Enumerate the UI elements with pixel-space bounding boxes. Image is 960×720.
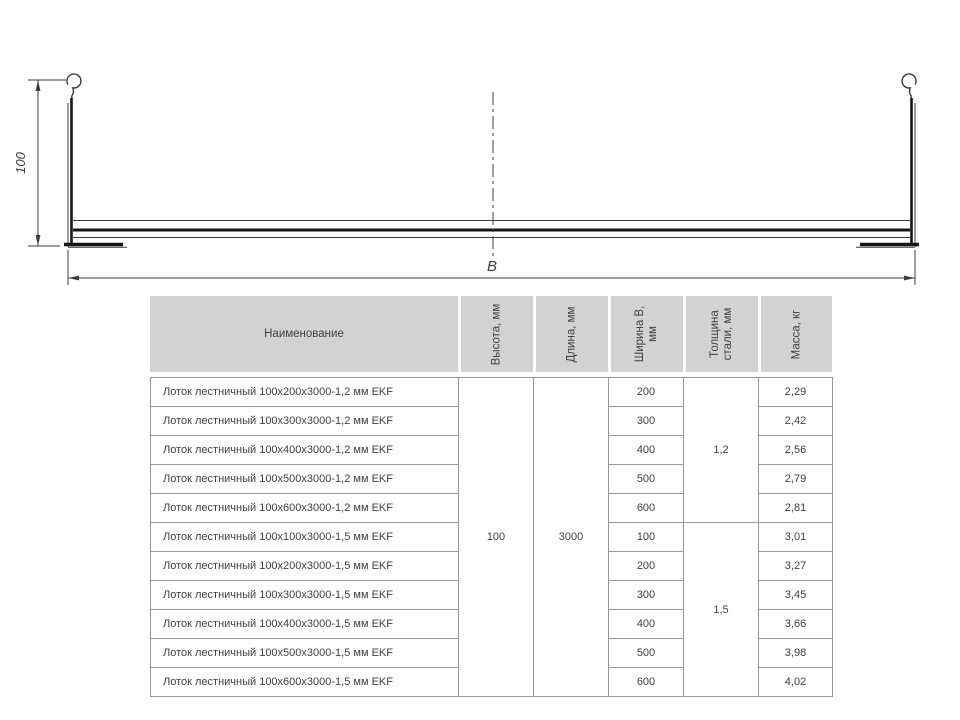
table-header xyxy=(150,296,832,372)
cell-mass: 2,81 xyxy=(759,494,833,523)
col-header-width: Ширина В, мм xyxy=(608,296,683,372)
table-row xyxy=(151,378,833,407)
cell-width: 400 xyxy=(609,436,684,465)
col-header-height: Высота, мм xyxy=(458,296,533,372)
cell-name: Лоток лестничный 100х300х3000-1,5 мм EKF xyxy=(151,581,459,610)
cell-mass: 2,56 xyxy=(759,436,833,465)
height-dimension xyxy=(13,80,66,246)
arrow-left-icon xyxy=(68,276,79,281)
cell-mass: 3,01 xyxy=(759,523,833,552)
cell-height-merged: 100 xyxy=(459,378,534,697)
height-dim-label: 100 xyxy=(13,152,28,174)
arrow-up-icon xyxy=(36,80,41,91)
cell-mass: 2,79 xyxy=(759,465,833,494)
cell-mass: 4,02 xyxy=(759,668,833,697)
cell-length-merged: 3000 xyxy=(534,378,609,697)
tray-bottom-lines xyxy=(73,221,910,238)
cell-name: Лоток лестничный 100х200х3000-1,2 мм EKF xyxy=(151,378,459,407)
cell-name: Лоток лестничный 100х100х3000-1,5 мм EKF xyxy=(151,523,459,552)
cell-width: 600 xyxy=(609,494,684,523)
cell-name: Лоток лестничный 100х300х3000-1,2 мм EKF xyxy=(151,407,459,436)
cell-name: Лоток лестничный 100х500х3000-1,2 мм EKF xyxy=(151,465,459,494)
width-dim-label: B xyxy=(486,258,498,275)
cell-width: 600 xyxy=(609,668,684,697)
col-header-thickness: Толщина стали, мм xyxy=(683,296,758,372)
right-side-rail xyxy=(856,74,919,247)
cell-mass: 3,98 xyxy=(759,639,833,668)
cell-width: 500 xyxy=(609,465,684,494)
cell-thickness-merged-12: 1,2 xyxy=(684,378,759,523)
profile-drawing xyxy=(0,0,960,295)
cell-width: 200 xyxy=(609,552,684,581)
cell-width: 300 xyxy=(609,407,684,436)
cell-thickness-merged-15: 1,5 xyxy=(684,523,759,697)
cell-mass: 3,27 xyxy=(759,552,833,581)
cell-name: Лоток лестничный 100х200х3000-1,5 мм EKF xyxy=(151,552,459,581)
left-side-rail xyxy=(64,74,127,247)
cell-name: Лоток лестничный 100х600х3000-1,5 мм EKF xyxy=(151,668,459,697)
cell-mass: 3,45 xyxy=(759,581,833,610)
cell-width: 400 xyxy=(609,610,684,639)
cell-name: Лоток лестничный 100х500х3000-1,5 мм EKF xyxy=(151,639,459,668)
spec-table xyxy=(150,377,833,697)
col-header-mass: Масса, кг xyxy=(758,296,832,372)
width-dimension xyxy=(68,250,915,285)
col-header-name: Наименование xyxy=(150,296,458,372)
cell-mass: 2,29 xyxy=(759,378,833,407)
col-header-length: Длина, мм xyxy=(533,296,608,372)
left-hook-icon xyxy=(67,74,81,103)
arrow-down-icon xyxy=(36,235,41,246)
arrow-right-icon xyxy=(904,276,915,281)
cell-width: 500 xyxy=(609,639,684,668)
cell-name: Лоток лестничный 100х400х3000-1,2 мм EKF xyxy=(151,436,459,465)
cell-width: 100 xyxy=(609,523,684,552)
cell-mass: 2,42 xyxy=(759,407,833,436)
cell-name: Лоток лестничный 100х600х3000-1,2 мм EKF xyxy=(151,494,459,523)
cell-width: 200 xyxy=(609,378,684,407)
cell-width: 300 xyxy=(609,581,684,610)
cell-name: Лоток лестничный 100х400х3000-1,5 мм EKF xyxy=(151,610,459,639)
cell-mass: 3,66 xyxy=(759,610,833,639)
right-hook-icon xyxy=(902,74,916,103)
